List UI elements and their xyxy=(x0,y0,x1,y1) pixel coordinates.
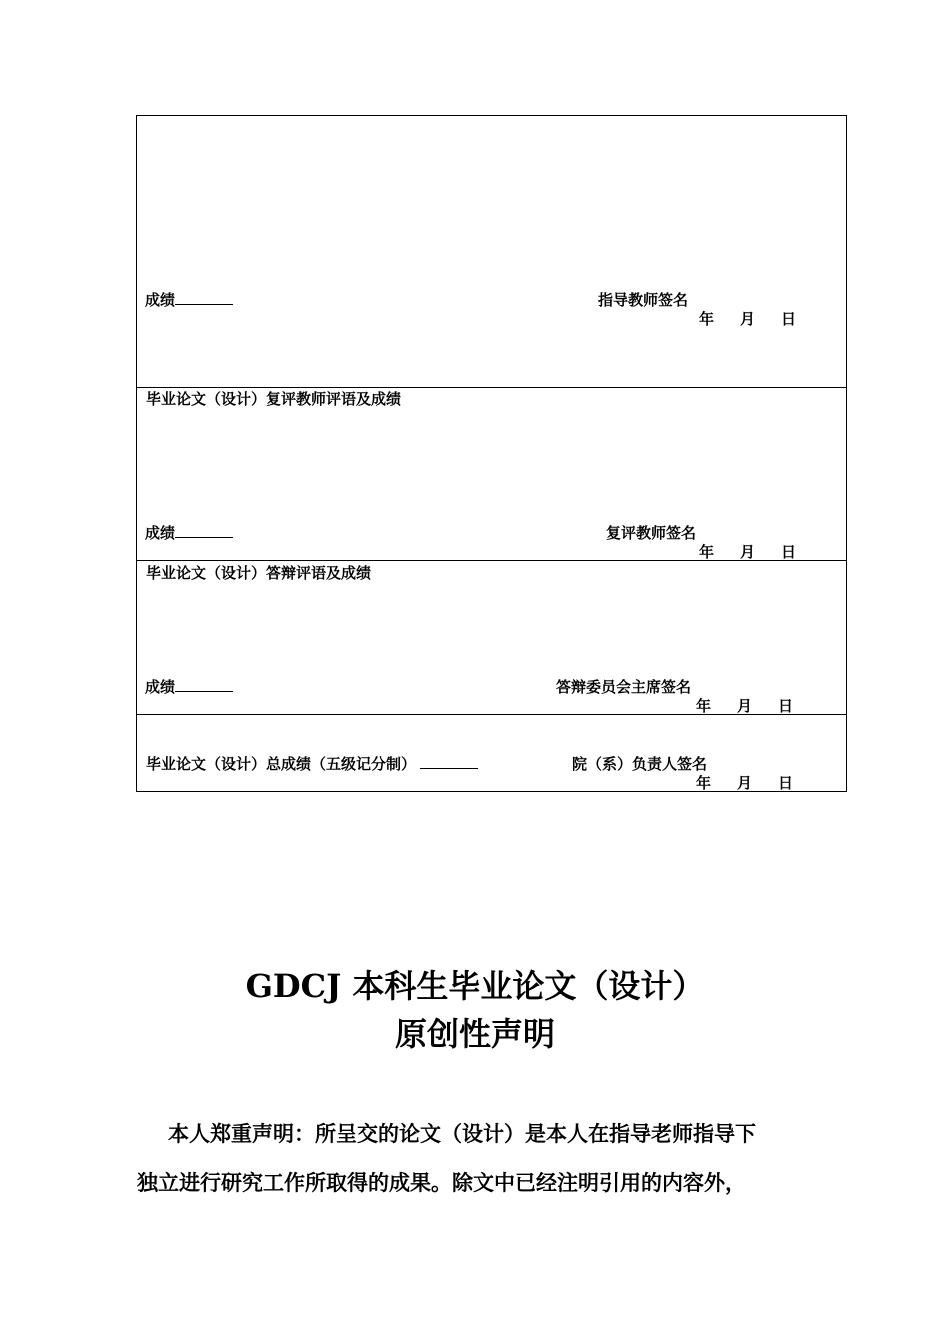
grade-label: 成绩 xyxy=(145,678,176,696)
grade-blank[interactable] xyxy=(175,291,233,305)
defense-heading: 毕业论文（设计）答辩评语及成绩 xyxy=(146,564,372,582)
total-section xyxy=(137,715,846,791)
reviewer-signature-label: 复评教师签名 xyxy=(606,524,697,542)
day-label: 日 xyxy=(781,310,797,328)
declaration-paragraph-line1: 本人郑重声明：所呈交的论文（设计）是本人在指导老师指导下 xyxy=(168,1121,756,1146)
total-grade-label: 毕业论文（设计）总成绩（五级记分制） xyxy=(146,755,417,773)
total-grade-blank[interactable] xyxy=(420,755,478,769)
total-grade xyxy=(146,755,478,773)
year-label: 年 xyxy=(699,543,715,561)
dean-signature-label: 院（系）负责人签名 xyxy=(572,755,708,773)
declaration-subtitle: 原创性声明 xyxy=(394,1015,555,1053)
day-label: 日 xyxy=(778,774,794,792)
day-label: 日 xyxy=(781,543,797,561)
grade-label: 成绩 xyxy=(145,291,176,309)
grade-blank[interactable] xyxy=(175,524,233,538)
declaration-title: GDCJ 本科生毕业论文（设计） xyxy=(245,967,705,1005)
dean-date xyxy=(696,774,793,792)
reviewer-grade xyxy=(145,524,233,542)
reviewer-heading: 毕业论文（设计）复评教师评语及成绩 xyxy=(146,390,402,408)
advisor-signature-label: 指导教师签名 xyxy=(598,291,689,309)
reviewer-date xyxy=(699,543,796,561)
month-label: 月 xyxy=(740,543,756,561)
defense-section xyxy=(137,561,846,715)
defense-date xyxy=(696,697,793,715)
declaration-paragraph-line2: 独立进行研究工作所取得的成果。除文中已经注明引用的内容外， xyxy=(137,1170,746,1195)
defense-grade xyxy=(145,678,233,696)
grade-blank[interactable] xyxy=(175,678,233,692)
defense-signature-label: 答辩委员会主席签名 xyxy=(556,678,692,696)
year-label: 年 xyxy=(696,774,712,792)
month-label: 月 xyxy=(737,774,753,792)
grade-label: 成绩 xyxy=(145,524,176,542)
advisor-date xyxy=(699,310,796,328)
advisor-grade xyxy=(145,291,233,309)
month-label: 月 xyxy=(740,310,756,328)
year-label: 年 xyxy=(699,310,715,328)
reviewer-section xyxy=(137,388,846,561)
year-label: 年 xyxy=(696,697,712,715)
day-label: 日 xyxy=(778,697,794,715)
advisor-section xyxy=(137,116,846,388)
evaluation-form-table xyxy=(136,115,847,792)
month-label: 月 xyxy=(737,697,753,715)
